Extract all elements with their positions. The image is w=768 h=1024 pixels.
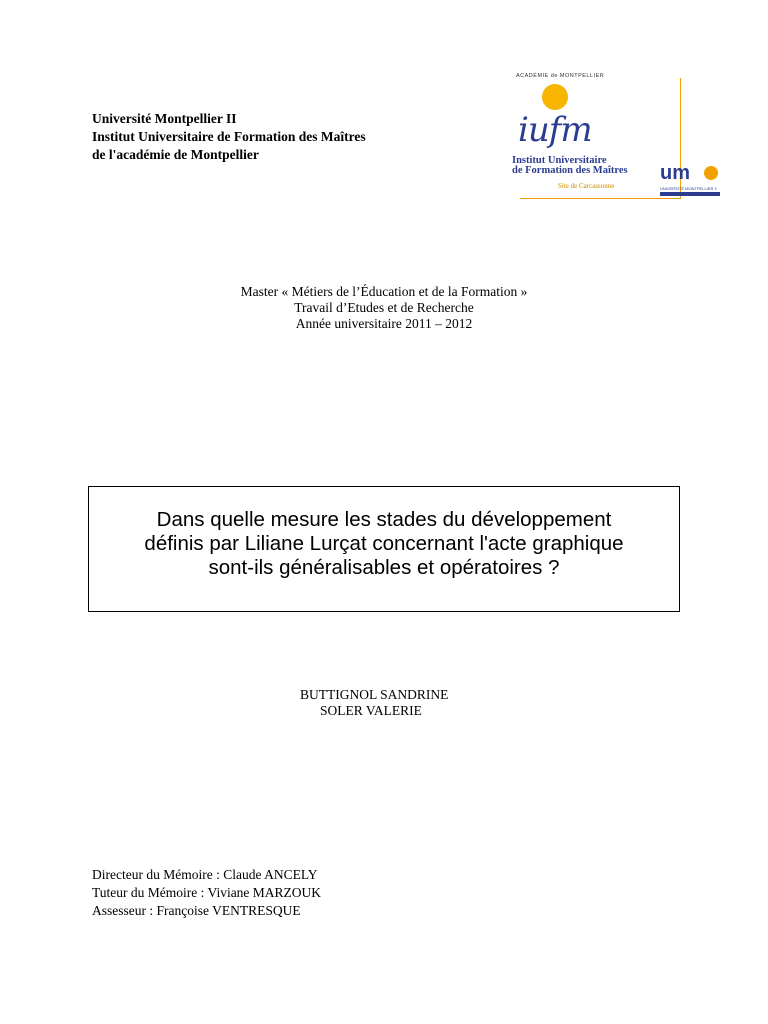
title-line-3: sont-ils généralisables et opératoires ? xyxy=(208,556,560,579)
program-master: Master « Métiers de l’Éducation et de la Formation » xyxy=(240,284,528,299)
author-2: SOLER VALERIE xyxy=(320,703,422,718)
um2-subtitle: UNIVERSITÉ MONTPELLIER 2 xyxy=(660,186,717,191)
title-line-1: Dans quelle mesure les stades du développement xyxy=(156,508,612,531)
university-name: Université Montpellier II xyxy=(92,111,237,126)
um2-dot-icon xyxy=(704,166,718,180)
thesis-title xyxy=(144,508,623,580)
academy-name: de l'académie de Montpellier xyxy=(92,147,259,162)
title-line-2: définis par Liliane Lurçat concernant l'acte graphique xyxy=(144,532,624,555)
iufm-subtitle xyxy=(512,156,628,176)
iufm-site-label: Site de Carcassonne xyxy=(558,182,615,190)
um2-logo: um xyxy=(660,162,690,184)
institute-name: Institut Universitaire de Formation des Maîtres xyxy=(92,129,366,144)
iufm-subtitle-line1: Institut Universitaire xyxy=(512,155,607,166)
thesis-title-box xyxy=(88,486,680,612)
author-1: BUTTIGNOL SANDRINE xyxy=(300,687,449,702)
program-year: Année universitaire 2011 – 2012 xyxy=(295,316,473,331)
iufm-wordmark: iufm xyxy=(518,110,592,150)
jury-assesseur: Assesseur : Françoise VENTRESQUE xyxy=(92,903,301,918)
jury-tuteur: Tuteur du Mémoire : Viviane MARZOUK xyxy=(92,885,322,900)
um2-bar xyxy=(660,192,720,196)
academie-label: ACADÉMIE de MONTPELLIER xyxy=(516,73,605,79)
institution-header xyxy=(92,110,366,164)
iufm-sun-icon xyxy=(542,84,568,110)
iufm-subtitle-line2: de Formation des Maîtres xyxy=(512,165,628,176)
program-work: Travail d’Etudes et de Recherche xyxy=(294,300,474,315)
jury-block xyxy=(92,866,321,920)
program-block xyxy=(0,284,768,332)
jury-directeur: Directeur du Mémoire : Claude ANCELY xyxy=(92,867,318,882)
iufm-logo xyxy=(500,70,730,205)
